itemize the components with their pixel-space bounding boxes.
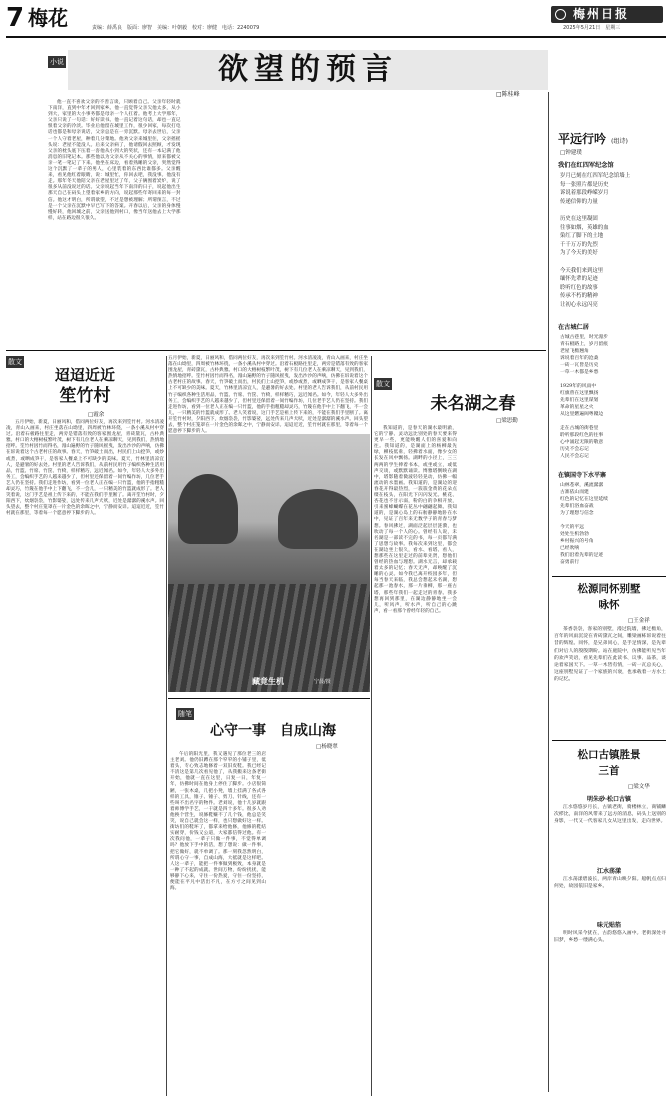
poem-line: 乡村振兴的号角	[560, 539, 594, 544]
story2-title-line1: 迢迢近近	[54, 366, 115, 384]
poem-line: 历史在这里凝固	[560, 215, 598, 222]
poem3-sub1-body	[554, 804, 666, 862]
story3-title: 未名湖之春	[430, 394, 516, 414]
poem1-bottom-rule	[552, 576, 666, 577]
story3-body	[374, 426, 546, 1096]
poem-line: 已经吹响	[560, 546, 580, 551]
poem-line: 往事如烟，英雄的血	[560, 224, 609, 231]
poem-line: 人民不会忘记	[560, 454, 589, 459]
poem3-sub2: 江水荡漾	[596, 868, 621, 875]
editor-line: 责编：薛禹良 版面：廖智 美编：叶朝毅 校对：廖健 电话：2240079	[92, 25, 260, 31]
poem1-section2-title: 在古城仁居	[558, 324, 589, 331]
poem3-sub1-paragraph: 江水悠悠岁月长，古镇老街，骑楼林立，商铺鳞次栉比，南洋的风带来了远方的消息，码头上送别的身影，一代又一代客家儿女从这里出发，走向世界。	[554, 805, 666, 824]
logo-emblem-icon	[555, 9, 566, 20]
story2-paragraph-continued: 五月伊始，新夏，日丽风和，借同两位好友，再次来到笙竹村。河水清凌凌，青山入画来，村庄坐落在山坳里，四周被竹林环绕，一条小溪从村中穿过。沿着石板路往里走，两旁是错落有致的客家围龙屋，青砖黛瓦，古朴典雅。村口的大榕树枝繁叶茂，树下有几位老人在乘凉聊天，见到我们，热情地招呼。笙竹村因竹而得名，漫山遍野的竹子随风摇曳，发出沙沙的声响，仿佛在诉说着这个古老村庄的故事。春天，竹笋破土而出，村民们上山挖笋，或炒或煮，或晒成笋干，是客家人餐桌上不可缺少的美味。夏天，竹林里清凉宜人，是避暑的好去处。村里的老人告诉我们，从前村民用竹子编织各种生活用品，竹篮、竹席、竹筐、竹椅，样样精巧，远近闻名。如今，年轻人大多外出务工，会编织手艺的人越来越少了，但村里还保留着一间竹编作坊，几位老手艺人仍在坚持。我们走进作坊，看到一位老人正在编一只竹篮，他的手指粗糙却灵巧，竹篾在他手中上下翻飞，不一会儿，一只精美的竹篮就成形了。老人笑着说，这门手艺是祖上传下来的，不能在我们手里断了。离开笙竹村时，夕阳西下，炊烟袅袅，竹影婆娑，远处传来几声犬吠，近处是潺潺的溪水声。回头望去，整个村庄笼罩在一片金色的余晖之中，宁静而安详。迢迢近近，笙竹村就在那里，等着每一个愿意停下脚步的人。	[168, 356, 368, 435]
poem3-sub2-paragraph: 江水荡漾碧波长，两岸青山映夕阳。船帆点点归何处，故园依旧是家乡。	[554, 877, 666, 889]
story1-title: 欲望的预言	[218, 52, 398, 87]
poem2-title-line1: 松源同怀别墅	[577, 583, 641, 595]
poem-line: 传递信仰的力量	[560, 198, 598, 205]
poem1-title-text: 平远行吟	[558, 132, 607, 146]
poem3-author: □梁文华	[628, 784, 650, 790]
poem2-paragraph: 茶香袅袅，客家的别墅，漫过院墙，拂过檐角，百年的风雨沉淀在青砖黛瓦之间，雕梁画栋诉说着往昔的辉煌。同怀，是兄弟同心，是手足情深，是先辈们对后人的殷殷期盼。站在庭院中，仿佛能听见当年的欢声笑语，看见先辈们在此读书、议事、品茶，谈论着家国天下。一草一木皆有情，一砖一瓦总关心，这座别墅见证了一个家族的兴衰，也承载着一方水土的记忆。	[554, 627, 666, 683]
poem-line: 红旗曾在这里飘扬	[560, 391, 599, 396]
photo-credit: 宁晨/摄	[314, 679, 331, 685]
poem-line: 染红了脚下的土地	[560, 233, 604, 240]
photo-tree-shape	[178, 474, 238, 544]
poem-line: 古城古巷里，时光漫步	[560, 335, 608, 340]
poem-line: 先辈们浴血奋战	[560, 504, 594, 509]
header-rule	[6, 36, 666, 38]
poem1-subtitle: (组诗)	[611, 138, 628, 145]
poem3-sub2-body	[554, 876, 666, 916]
poem-line: 老屋飞檐翘角	[560, 349, 589, 354]
poem-line: 历史不会忘记	[560, 447, 589, 452]
story2-author: □霞余	[88, 412, 105, 418]
story2-body-col2	[168, 356, 368, 435]
poem-line: 今天的平远	[560, 525, 584, 530]
story4-title: 心守一事 自成山海	[210, 723, 336, 739]
poem-line: 心中涌起无限的敬意	[560, 440, 604, 445]
poem2-body	[554, 626, 666, 736]
poem-line: 奋勇前行	[560, 560, 580, 565]
story1-banner	[68, 50, 548, 90]
poem-line: 缅怀先辈的足迹	[560, 276, 598, 283]
poem-line: 为了今天的美好	[560, 250, 598, 257]
poem-line: 处处生机勃勃	[560, 532, 589, 537]
poem-line: 先辈们在这里谋划	[560, 398, 599, 403]
story2-tag: 散文	[8, 358, 22, 366]
page-header	[0, 0, 672, 40]
poem-line: 传承不朽的精神	[560, 293, 598, 300]
village-photo	[168, 434, 370, 692]
story1-paragraph: 他一直不喜欢父亲的不善言谈，只顾着自己。父亲年轻时就下南洋，直到中年才回到家乡。他一直觉得父亲欠他太多，从小到大，家里的大小事务都是母亲一个人扛着。他考上大学那年，父亲只说了一句话：好好读书。他一直记着这句话，却也一直记恨着父亲的冷淡。毕业后他留在城里工作，很少回家，每次打电话也都是和母亲说话，父亲总是在一旁沉默。母亲去世后，父亲一个人守着老屋，种着几分菜地。他劝父亲来城里住，父亲摇摇头说：老屋不能没人。后来父亲病了，他请假回去照顾，才发现父亲的枕头底下压着一沓他从小到大的奖状，还有一本记满了他消息的旧笔记本。那些他以为父亲从不关心的事情，原来都被父亲一笔一笔记了下来。他坐在床边，看着熟睡的父亲，突然觉得这个沉默了一辈子的男人，心里装着的东西比谁都多。父亲醒来，看见他红着眼睛，说：城里忙，你回去吧，我没事。他没有走。那年冬天他陪父亲在老屋里过了年，父子俩围着炭炉，说了很多从前没说过的话。父亲说起当年下南洋的日子，说起他出生那天自己在码头上望着家乡的方向，说起那些年寄回来的每一封信。他这才明白，所谓欲望，不过是想被理解；所谓预言，不过是一个父亲在沉默中早已写下的答案。开春以后，父亲的身体慢慢好转，他回城之前，父亲送他到村口，像当年送他去上大学那样，站在路边很久很久。	[48, 100, 181, 221]
poem-line: 聆听那段红色的往事	[560, 433, 604, 438]
story1-tag: 小说	[50, 58, 64, 66]
section-title: 梅花	[28, 6, 68, 30]
poem-line: 诉说着百年的沧桑	[560, 356, 599, 361]
poem3-sub3-body	[554, 930, 666, 970]
poem-line: 今天我们来到这里	[560, 267, 604, 274]
poem-line: 聆听红色的故事	[560, 284, 598, 291]
story2-paragraph: 五月伊始，新夏，日丽风和，借同两位好友，再次来到笙竹村。河水清凌凌，青山入画来，村庄坐落在山坳里，四周被竹林环绕，一条小溪从村中穿过。沿着石板路往里走，两旁是错落有致的客家围龙屋，青砖黛瓦，古朴典雅。村口的大榕树枝繁叶茂，树下有几位老人在乘凉聊天，见到我们，热情地招呼。笙竹村因竹而得名，漫山遍野的竹子随风摇曳，发出沙沙的声响，仿佛在诉说着这个古老村庄的故事。春天，竹笋破土而出，村民们上山挖笋，或炒或煮，或晒成笋干，是客家人餐桌上不可缺少的美味。夏天，竹林里清凉宜人，是避暑的好去处。村里的老人告诉我们，从前村民用竹子编织各种生活用品，竹篮、竹席、竹筐、竹椅，样样精巧，远近闻名。如今，年轻人大多外出务工，会编织手艺的人越来越少了，但村里还保留着一间竹编作坊，几位老手艺人仍在坚持。我们走进作坊，看到一位老人正在编一只竹篮，他的手指粗糙却灵巧，竹篾在他手中上下翻飞，不一会儿，一只精美的竹篮就成形了。老人笑着说，这门手艺是祖上传下来的，不能在我们手里断了。离开笙竹村时，夕阳西下，炊烟袅袅，竹影婆娑，远处传来几声犬吠，近处是潺潺的溪水声。回头望去，整个村庄笼罩在一片金色的余晖之中，宁静而安详。迢迢近近，笙竹村就在那里，等着每一个愿意停下脚步的人。	[6, 420, 164, 517]
story2-body-col1	[6, 420, 164, 1095]
story1-body	[48, 100, 608, 346]
poem1-section3-title: 在镇国寺下水平寨	[558, 472, 607, 479]
poem-line	[560, 517, 664, 524]
poem-line: 山林苍翠，溪流潺潺	[560, 483, 604, 488]
poem-line	[560, 376, 664, 383]
poem-line: 为了理想与信念	[560, 511, 594, 516]
story4-top-rule	[168, 698, 370, 699]
poem1-section-title: 我们在红四军纪念馆	[558, 162, 614, 169]
poem3-sub1: 明朱砂·松口古镇	[586, 796, 632, 803]
poem-line	[560, 418, 664, 425]
poem-line: 革命的星星之火	[560, 405, 594, 410]
story4-author: □杨晓翠	[316, 744, 338, 750]
story4-paragraph: 午后的阳光里，我又遇见了那位老三的店主老刘。他仍旧蹲在那个窄窄的小铺子里，低着头，专心致志地修着一双旧皮鞋。我已经记不清这是第几次看见他了，从我搬来这条老街开始，他就一直在这里，日复一日，年复一年，仿佛时间在他身上停住了脚步。小店很简陋，一张木桌，几把小凳，墙上挂满了各式各样的工具，锥子、锤子、剪刀、针线，还有一些叫不出名字的物件。老刘说，他十几岁就跟着师傅学手艺，一干就是四十多年。很多人劝他换个营生，说修鞋赚不了几个钱，他总是笑笑，说自己就会这一样，也只想做好这一样。街坊们的鞋坏了，都拿来给他修，他修的鞋结实耐穿，价钱又公道，大家都信得过他。有一次我问他，一辈子只做一件事，不觉得单调吗？他放下手中的活，想了想说：做一件事，把它做好，就不单调了。那一刻我忽然明白，所谓心守一事，自成山海，大抵就是这样吧。人这一辈子，能把一件事做到极致，本身就是一种了不起的成就。世间万物，纷纷扰扰，能够静下心来，守住一份热爱，守住一份坚持，便能在平凡中活出不凡，在方寸之间见到山海。	[170, 752, 266, 892]
poem-line: 古寨依山而建	[560, 490, 589, 495]
story1-bottom-rule	[6, 350, 546, 351]
poem1-author: □钟建璞	[560, 150, 582, 156]
poem-line: 让初心永远闪亮	[560, 301, 598, 308]
poem-line	[560, 206, 664, 215]
date-line: 2025年5月21日 星期三	[563, 25, 621, 31]
poem1-lines	[560, 172, 664, 322]
poem1-lines2	[560, 334, 664, 464]
story1-author: □陈桂峰	[496, 91, 520, 98]
photo-tree-shape	[278, 489, 358, 549]
poem-line: 诉说着那段峥嵘岁月	[560, 190, 609, 197]
poem-line: 一砖一瓦皆是历史	[560, 363, 599, 368]
story4-tag: 随笔	[178, 710, 192, 718]
story3-author: □梁思勤	[496, 418, 518, 424]
newspaper-name: 梅州日报	[573, 7, 630, 21]
poem-line: 1929年的风雨中	[560, 384, 597, 389]
poem-line: 每一张照片都是历史	[560, 181, 609, 188]
poem-line: 一草一木都是乡愁	[560, 370, 599, 375]
right-column-divider	[548, 92, 549, 1092]
poem3-title-line1: 松口古镇胜景	[577, 749, 641, 761]
column-divider-middle	[371, 356, 372, 1096]
poem3-sub3-paragraph: 明时风采今犹在，古韵悠悠入画中。老街深处寻旧梦，乡愁一缕满心头。	[554, 931, 666, 943]
poem-line: 千千万万的先烈	[560, 241, 598, 248]
story4-body	[170, 752, 368, 1096]
newspaper-logo	[551, 6, 663, 23]
poem-line: 岁月已刻在红四军纪念馆墙上	[560, 173, 631, 179]
poem1-lines3	[560, 482, 664, 574]
story3-paragraph: 我知道的，是春天的湖水最明澈，它的宁静、灵动远比别处的春天要来得更早一些，更能唤醒人们的喜爱和向往。我知道的，是湖面上的杨柳最先绿，柳枝低垂，轻拂着水面，像少女的长发在风中飘扬。湖畔的小径上，三三两两的学生捧着书本，或坐或立，或低声交谈，或默默诵读。博雅塔倒映在湖中，塔影随着微波轻轻晃动，仿佛一幅流动的水墨画。我知道的，是湖边的迎春花开得最热烈，一簇簇金黄的花朵点缀在枝头，在阳光下闪闪发光。桃花、杏花也不甘示弱，粉的白的争相开放，引来蜜蜂蝴蝶在花丛中翩翩起舞。我知道的，是湖心岛上的石舫静静地卧在水中，见证了百年来无数学子的青春与梦想。春风拂过，湖面泛起层层涟漪，也吹动了每一个人的心。曾经有人说，未名湖是一部读不完的书，每一页都写满了思想与故事。我每次来到这里，都会在湖边坐上很久，看水、看塔、看人，想那些在这里走过的前辈先贤，想他们曾经的热血与理想。湖水无言，却承载着太多的记忆；春天无声，却唤醒了沉睡的心灵。如今我已离开校园多年，但每当春天来临，我总会想起未名湖，想起那一池春水，那一片垂柳，那一座古塔，那些年我们一起走过的青春。我多想再回到那里，在湖边静静地坐一会儿，听风声，听水声，听自己的心跳声，看一看那个曾经年轻的自己。	[374, 426, 457, 614]
poem-line: 红色的记忆在这里延续	[560, 497, 608, 502]
poem-line: 从这里燃遍闽粤赣边	[560, 412, 604, 417]
column-divider-left	[166, 356, 167, 1096]
poem1-title	[558, 128, 666, 147]
poem2-title-line2: 咏怀	[598, 599, 620, 611]
story3-tag: 散文	[376, 380, 390, 388]
poem2-author: □王金祥	[628, 618, 650, 624]
poem-line: 我们沿着先辈的足迹	[560, 553, 604, 558]
poem3-title-line2: 三首	[598, 765, 620, 777]
poem-line: 青石板路上，岁月留痕	[560, 342, 608, 347]
poem-line	[560, 258, 664, 267]
page-number: 7	[6, 3, 25, 33]
poem3-sub3: 味元贴箔	[596, 922, 621, 929]
poem-line: 走在古城的街巷里	[560, 426, 599, 431]
photo-caption: 藏竟生机	[252, 677, 284, 686]
story2-title-line2: 笙竹村	[59, 386, 111, 406]
poem2-bottom-rule	[552, 740, 666, 741]
